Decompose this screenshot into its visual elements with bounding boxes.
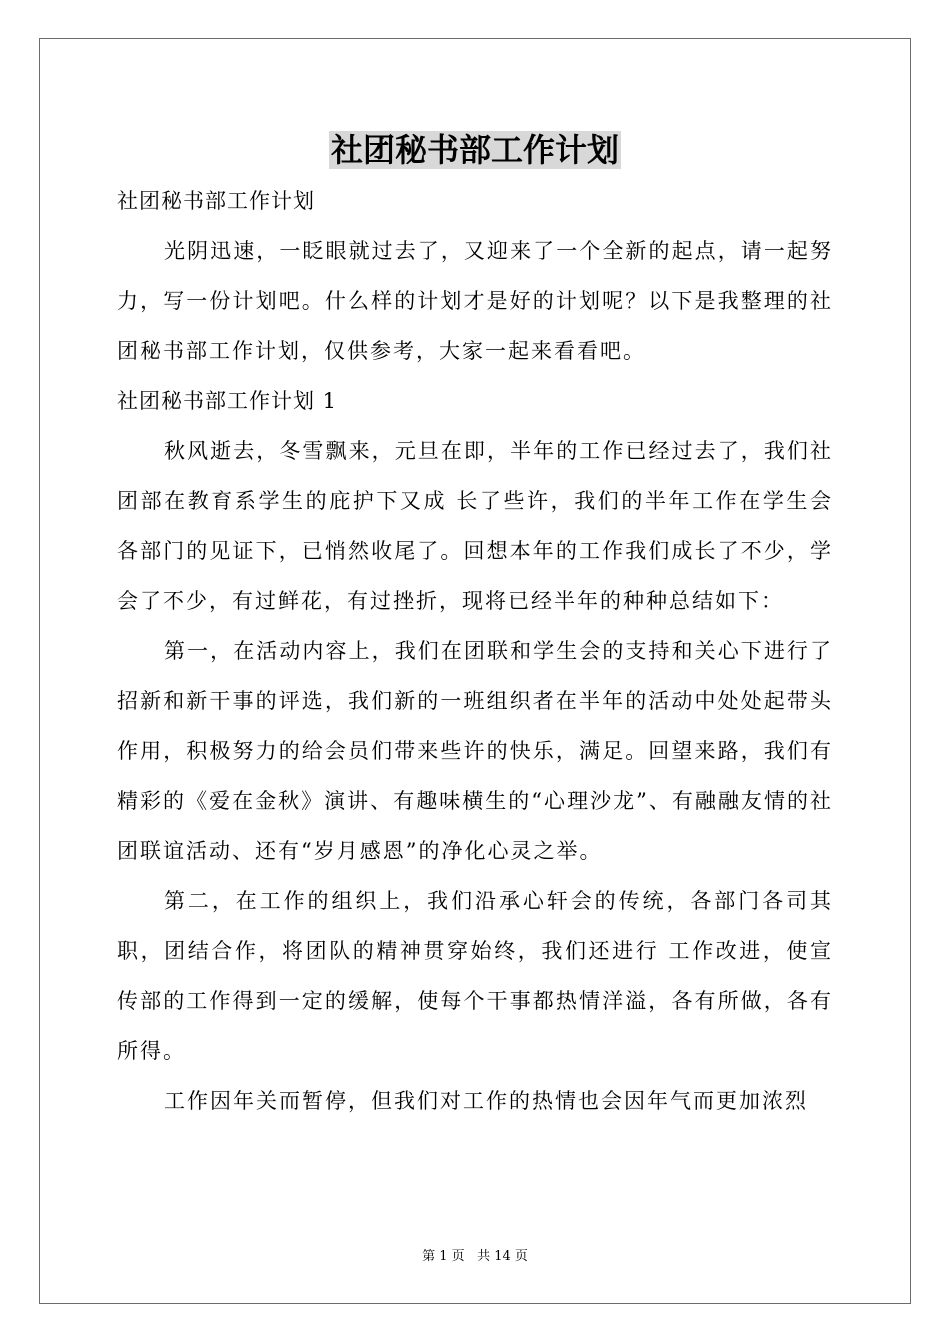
page-footer bbox=[0, 1247, 950, 1267]
document-title bbox=[0, 126, 950, 174]
closing-paragraph: 工作因年关而暂停，但我们对工作的热情也会因年气而更加浓烈 bbox=[164, 1089, 808, 1113]
document-body bbox=[117, 176, 833, 1126]
intro-paragraph: 光阴迅速，一眨眼就过去了，又迎来了一个全新的起点，请一起努力，写一份计划吧。什么样的计划才是好的计划呢？以下是我整理的社团秘书部工作计划，仅供参考，大家一起来看看吧。 bbox=[117, 239, 833, 363]
section-heading-1: 社团秘书部工作计划 1 bbox=[117, 389, 338, 413]
subtitle-line: 社团秘书部工作计划 bbox=[117, 189, 315, 213]
summary-paragraph: 秋风逝去，冬雪飘来，元旦在即，半年的工作已经过去了，我们社团部在教育系学生的庇护下又成 长了些许，我们的半年工作在学生会各部门的见证下，已悄然收尾了。回想本年的工作我们成长了不少，学会了不少，有过鲜花，有过挫折，现将已经半年的种种总结如下： bbox=[117, 439, 833, 613]
point-one-paragraph: 第一，在活动内容上，我们在团联和学生会的支持和关心下进行了招新和新干事的评选，我们新的一班组织者在半年的活动中处处起带头作用，积极努力的给会员们带来些许的快乐，满足。回望来路，我们有精彩的《爱在金秋》演讲、有趣味横生的“心理沙龙”、有融融友情的社团联谊活动、还有“岁月感恩”的净化心灵之举。 bbox=[117, 639, 833, 863]
point-two-paragraph: 第二，在工作的组织上，我们沿承心轩会的传统，各部门各司其职，团结合作，将团队的精神贯穿始终，我们还进行 工作改进，使宣传部的工作得到一定的缓解，使每个干事都热情洋溢，各有所做，各有所得。 bbox=[117, 889, 833, 1063]
page-total: 共 14 页 bbox=[477, 1249, 528, 1264]
document-title-text: 社团秘书部工作计划 bbox=[330, 131, 619, 169]
page-number: 第 1 页 bbox=[422, 1249, 465, 1264]
